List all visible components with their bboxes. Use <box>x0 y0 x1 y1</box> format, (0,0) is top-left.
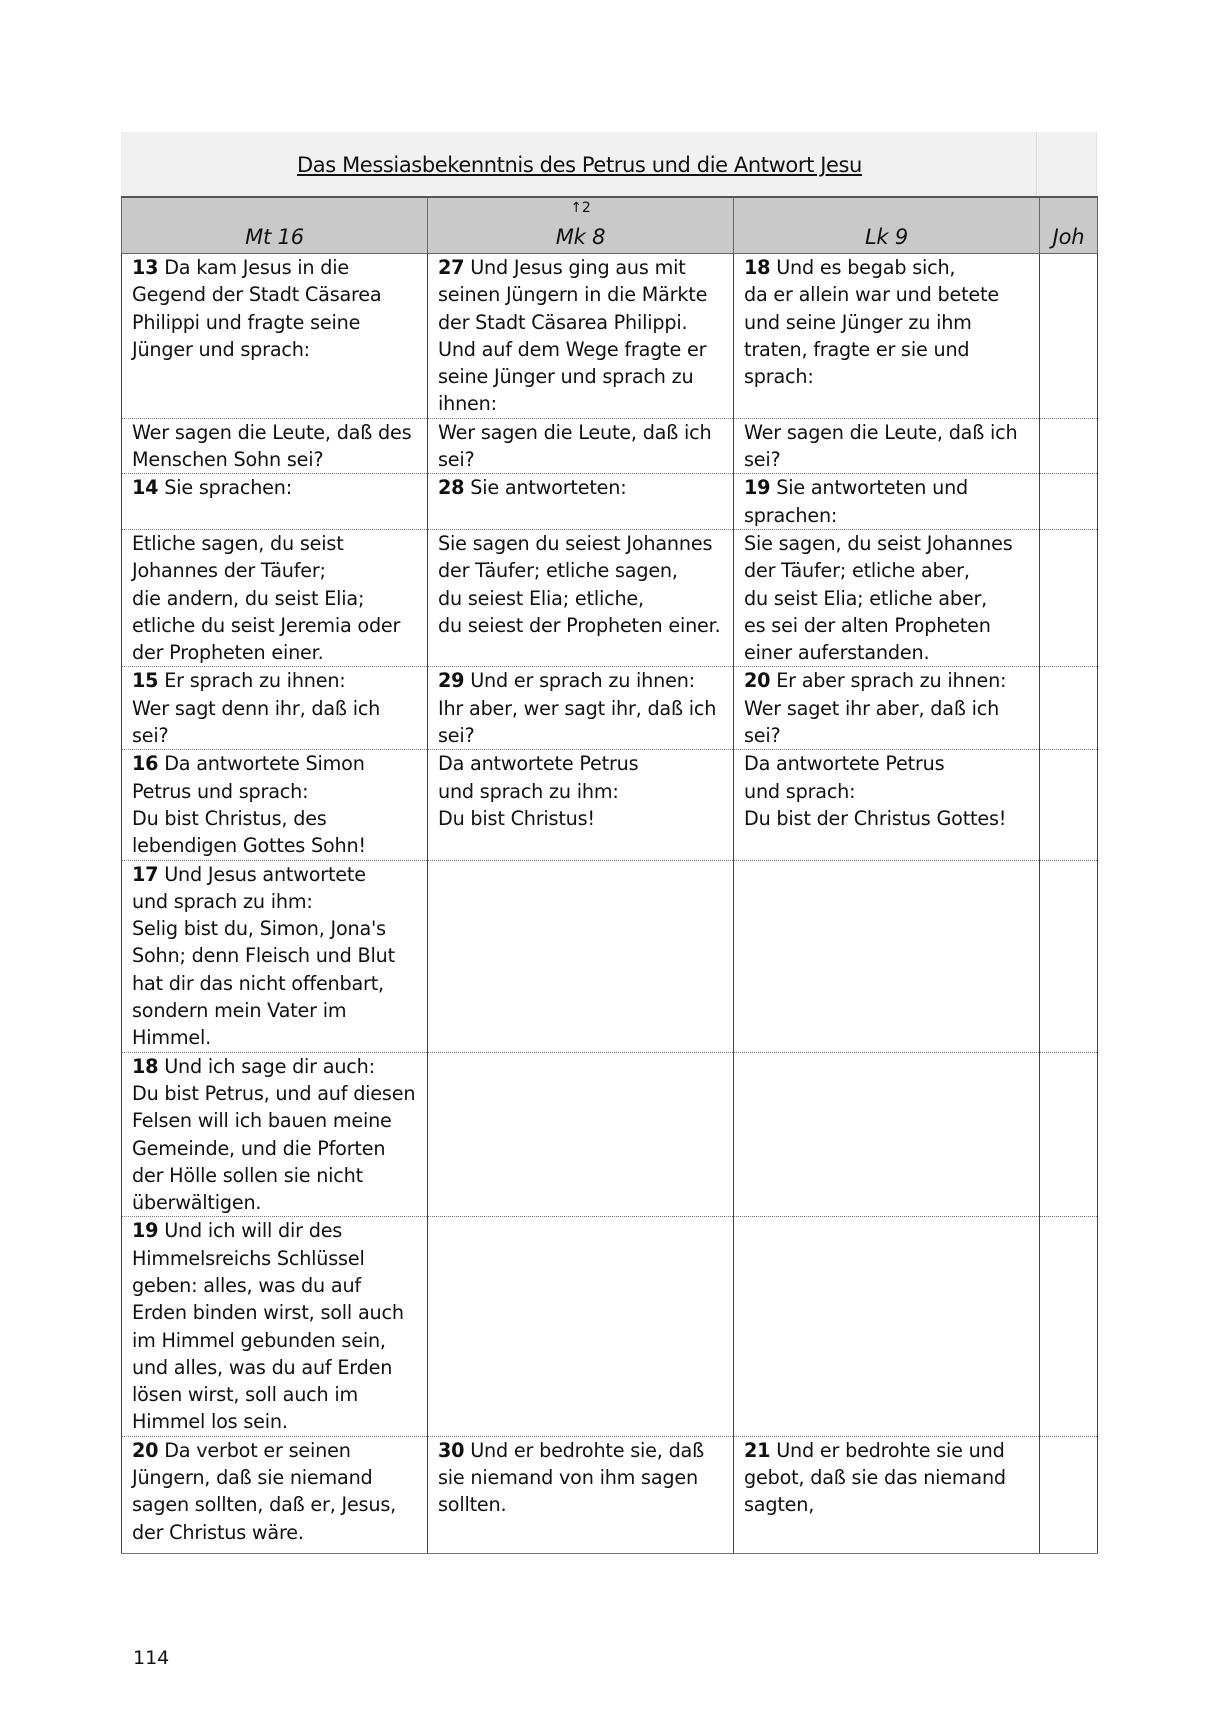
verse-text: Wer sagen die Leute, daß ich sei? <box>438 420 712 472</box>
cell-mt <box>122 1436 428 1553</box>
cell-mt <box>122 1052 428 1217</box>
verse-number: 20 <box>744 669 771 693</box>
cell-lk <box>734 529 1040 666</box>
synopsis-table <box>121 196 1098 1554</box>
cell-lk <box>734 860 1040 1052</box>
title-row-joh-strip <box>1036 132 1096 196</box>
cell-mk <box>428 1217 734 1436</box>
verse-text: Sie antworteten: <box>464 476 627 500</box>
verse-text: Da verbot er seinen Jüngern, daß sie niemand sagen sollten, daß er, Jesus, der Christus wäre. <box>132 1438 397 1544</box>
verse-number: 28 <box>438 476 465 500</box>
title-row <box>121 132 1097 196</box>
verse-number: 29 <box>438 669 465 693</box>
cell-lk <box>734 254 1040 419</box>
cell-mt <box>122 254 428 419</box>
table-row <box>122 418 1098 474</box>
cell-mk <box>428 750 734 860</box>
cell-mk <box>428 667 734 750</box>
cell-mk <box>428 474 734 530</box>
verse-number: 19 <box>744 476 771 500</box>
verse-number: 17 <box>132 862 159 886</box>
verse-text: Da antwortete Simon Petrus und sprach: Du bist Christus, des lebendigen Gottes Sohn! <box>132 752 366 858</box>
verse-text: Sie sagen, du seist Johannes der Täufer; etliche aber, du seist Elia; etliche aber, es sei der alten Propheten einer auferstanden. <box>744 531 1013 665</box>
cell-lk <box>734 667 1040 750</box>
verse-number: 27 <box>438 256 465 279</box>
synopsis-frame <box>121 132 1097 1554</box>
cell-mt <box>122 474 428 530</box>
verse-text: Und Jesus antwortete und sprach zu ihm: Selig bist du, Simon, Jona's Sohn; denn Fleisch und Blut hat dir das nicht offenbart, sondern mein Vater im Himmel. <box>132 862 395 1050</box>
verse-text: Da antwortete Petrus und sprach: Du bist der Christus Gottes! <box>744 752 1007 830</box>
verse-number: 30 <box>438 1438 465 1462</box>
cell-mt <box>122 418 428 474</box>
verse-text: Und ich will dir des Himmelsreichs Schlüssel geben: alles, was du auf Erden binden wirst, soll auch im Himmel gebunden sein, und alles, was du auf Erden lösen wirst, soll auch im Himmel los sein. <box>132 1219 404 1434</box>
table-row <box>122 474 1098 530</box>
page-number: 114 <box>133 1647 170 1669</box>
verse-text: Und Jesus ging aus mit seinen Jüngern in die Märkte der Stadt Cäsarea Philippi. Und auf dem Wege fragte er seine Jünger und sprach zu ihnen: <box>438 256 708 416</box>
verse-text: Er sprach zu ihnen: Wer sagt denn ihr, daß ich sei? <box>132 669 381 748</box>
cell-mk <box>428 860 734 1052</box>
synopsis-body <box>122 254 1098 1554</box>
cell-lk <box>734 1436 1040 1553</box>
verse-text: Da antwortete Petrus und sprach zu ihm: Du bist Christus! <box>438 752 639 830</box>
header-row <box>122 197 1098 254</box>
verse-number: 21 <box>744 1438 771 1462</box>
cell-joh <box>1040 418 1098 474</box>
cell-mk <box>428 418 734 474</box>
verse-number: 18 <box>744 256 771 279</box>
verse-text: Und er bedrohte sie und gebot, daß sie das niemand sagten, <box>744 1438 1006 1517</box>
verse-text: Und er sprach zu ihnen: Ihr aber, wer sagt ihr, daß ich sei? <box>438 669 717 748</box>
cell-mt <box>122 750 428 860</box>
column-header-mk-label: Mk 8 <box>555 224 606 249</box>
verse-text: Sie antworteten und sprachen: <box>744 476 969 527</box>
cross-reference-marker: ↑2 <box>570 200 591 216</box>
cell-mt <box>122 529 428 666</box>
column-header-lk: Lk 9 <box>734 197 1040 254</box>
table-row <box>122 750 1098 860</box>
verse-text: Und ich sage dir auch: Du bist Petrus, und auf diesen Felsen will ich bauen meine Gemeinde, und die Pforten der Hölle sollen sie nicht überwältigen. <box>132 1054 416 1215</box>
table-row <box>122 667 1098 750</box>
verse-text: Wer sagen die Leute, daß ich sei? <box>744 420 1018 472</box>
cell-joh <box>1040 529 1098 666</box>
cell-lk <box>734 1052 1040 1217</box>
cell-lk <box>734 750 1040 860</box>
verse-number: 15 <box>132 669 159 693</box>
page-title: Das Messiasbekenntnis des Petrus und die Antwort Jesu <box>297 153 862 177</box>
cell-joh <box>1040 474 1098 530</box>
verse-number: 16 <box>132 752 159 776</box>
table-row <box>122 1217 1098 1436</box>
cell-mk <box>428 529 734 666</box>
verse-text: Und es begab sich, da er allein war und betete und seine Jünger zu ihm traten, fragte er sie und sprach: <box>744 256 999 389</box>
column-header-mt: Mt 16 <box>122 197 428 254</box>
verse-text: Wer sagen die Leute, daß des Menschen Sohn sei? <box>132 420 412 472</box>
table-row <box>122 1436 1098 1553</box>
table-row <box>122 860 1098 1052</box>
column-header-joh: Joh <box>1040 197 1098 254</box>
cell-mk <box>428 1052 734 1217</box>
cell-joh <box>1040 1436 1098 1553</box>
verse-text: Er aber sprach zu ihnen: Wer saget ihr aber, daß ich sei? <box>744 669 1007 748</box>
cell-mk <box>428 1436 734 1553</box>
cell-joh <box>1040 1052 1098 1217</box>
table-row <box>122 529 1098 666</box>
cell-joh <box>1040 254 1098 419</box>
cell-lk <box>734 1217 1040 1436</box>
verse-text: Sie sagen du seiest Johannes der Täufer; etliche sagen, du seiest Elia; etliche, du seiest der Propheten einer. <box>438 531 721 637</box>
cell-lk <box>734 474 1040 530</box>
cell-mk <box>428 254 734 419</box>
verse-number: 19 <box>132 1219 159 1243</box>
verse-text: Etliche sagen, du seist Johannes der Täufer; die andern, du seist Elia; etliche du seist Jeremia oder der Propheten einer. <box>132 531 401 665</box>
verse-number: 13 <box>132 256 159 279</box>
verse-number: 18 <box>132 1054 159 1078</box>
column-header-mk <box>428 197 734 254</box>
verse-number: 20 <box>132 1438 159 1462</box>
cell-joh <box>1040 667 1098 750</box>
verse-text: Da kam Jesus in die Gegend der Stadt Cäsarea Philippi und fragte seine Jünger und sprach: <box>132 256 382 361</box>
cell-lk <box>734 418 1040 474</box>
verse-text: Sie sprachen: <box>158 476 292 500</box>
cell-joh <box>1040 1217 1098 1436</box>
verse-number: 14 <box>132 476 159 500</box>
cell-mt <box>122 1217 428 1436</box>
table-row <box>122 254 1098 419</box>
table-row <box>122 1052 1098 1217</box>
cell-mt <box>122 667 428 750</box>
cell-joh <box>1040 860 1098 1052</box>
cell-mt <box>122 860 428 1052</box>
verse-text: Und er bedrohte sie, daß sie niemand von ihm sagen sollten. <box>438 1438 704 1517</box>
cell-joh <box>1040 750 1098 860</box>
